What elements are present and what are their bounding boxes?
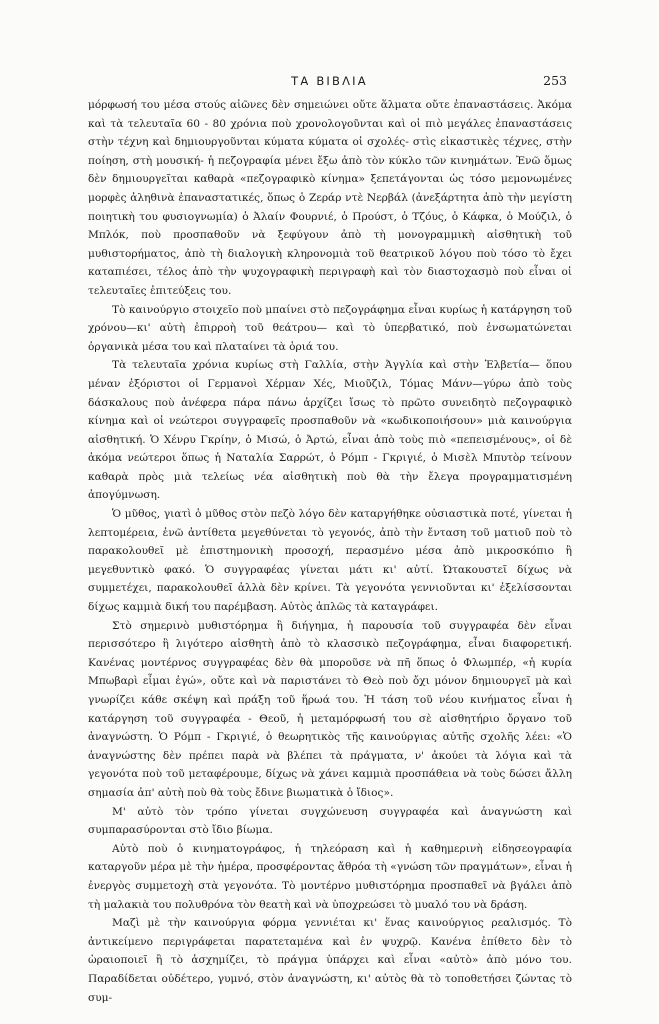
- paragraph: Τὸ καινούργιο στοιχεῖο ποὺ μπαίνει στὸ πεζογράφημα εἶναι κυρίως ἡ κατάργηση τοῦ χρόνου—κι' αὐτὴ ἐπιρροὴ τοῦ θεάτρου— καὶ τὸ ὑπερβατικό, ποὺ ἐνσωματώνεται ὀργανικὰ μέσα του καὶ πλαταίνει τὰ ὁριά του.: [88, 303, 572, 353]
- paragraph: Μαζὶ μὲ τὴν καινούργια φόρμα γεννιέται κι' ἕνας καινούργιος ρεαλισμός. Τὸ ἀντικείμενο περιγράφεται παρατεταμένα καὶ ἐν ψυχρῷ. Κανένα ἐπίθετο δὲν τὸ ὡραιοποιεῖ ἢ τὸ ἀσχημίζει, τὸ πράγμα ὑπάρχει καὶ εἶναι «αὐτὸ» ἀπὸ μόνο του. Παραδίδεται οὐδέτερο, γυμνό, στὸν ἀναγνώστη, κι' αὐτὸς θὰ τὸ τοποθετήσει ζώντας τὸ συμ-: [88, 917, 572, 1004]
- running-header: [0, 74, 659, 90]
- paragraph: Μ' αὐτὸ τὸν τρόπο γίνεται συγχώνευση συγγραφέα καὶ ἀναγνώστη καὶ συμπαρασύρονται στὸ ἴδιο βίωμα.: [88, 805, 572, 837]
- body-text: [88, 96, 572, 1007]
- paragraph-continuation: μόρφωσή του μέσα στούς αἰῶνες δὲν σημειώνει οὔτε ἅλματα οὔτε ἐπαναστάσεις. Ἀκόμα καὶ τὰ τελευταῖα 60 - 80 χρόνια ποὺ χρονολογοῦνται καὶ οἱ πιὸ μεγάλες ἐπαναστάσεις στὴν τέχνη καὶ δημιουργοῦνται κύματα κύματα οἱ σχολές- στὶς εἰκαστικὲς τέχνες, στὴν ποίηση, στὴ μουσική- ἡ πεζογραφία μένει ἔξω ἀπὸ τὸν κύκλο τῶν κινημάτων. Ἐνῶ ὅμως δὲν δημιουργεῖται καθαρὰ «πεζογραφικὸ κίνημα» ξεπετάγονται ὡς τόσο μεμονωμένες μορφὲς ἀληθινὰ ἐπαναστατικές, ὅπως ὁ Ζεράρ ντὲ Νερβάλ (ἀνεξάρτητα ἀπὸ τὴν μεγίστη ποιητικὴ του φυσιογνωμία) ὁ Ἀλαίν Φουρνιέ, ὁ Προύστ, ὁ Τζόυς, ὁ Κάφκα, ὁ Μούζιλ, ὁ Μπλόκ, ποὺ προσπαθοῦν νὰ ξεφύγουν ἀπὸ τὴ μονογραμμικὴ αἰσθητικὴ τοῦ μυθιστορήματος, ἀπὸ τὴ διαλογικὴ κληρονομιὰ τοῦ θεατρικοῦ λόγου ποὺ τόσο τὸ ἔχει καταπιέσει, τέλος ἀπὸ τὴν ψυχογραφικὴ περιγραφὴ καὶ τὸν διαστοχασμὸ ποὺ εἶναι οἱ τελευταῖες ἐπιτεύξεις του.: [88, 99, 572, 297]
- page-number: 253: [543, 73, 567, 88]
- paragraph: Στὸ σημερινὸ μυθιστόρημα ἢ διήγημα, ἡ παρουσία τοῦ συγγραφέα δὲν εἶναι περισσότερο ἢ λιγότερο αἰσθητὴ ἀπὸ τὸ κλασσικὸ πεζογράφημα, εἶναι διαφορετική. Κανένας μοντέρνος συγγραφέας δὲν θὰ μποροῦσε νὰ πῆ ὅπως ὁ Φλωμπέρ, «ἡ κυρία Μπωβαρὶ εἶμαι ἐγώ», οὔτε καὶ νὰ παριστάνει τὸ Θεὸ ποὺ ὄχι μόνον δημιουργεῖ μὰ καὶ γνωρίζει κάθε σκέψη καὶ πράξη τοῦ ἥρωά του. Ἡ τάση τοῦ νέου κινήματος εἶναι ἡ κατάργηση τοῦ συγγραφέα - Θεοῦ, ἡ μεταμόρφωσή του σὲ αἰσθητήριο ὄργανο τοῦ ἀναγνώστη. Ὁ Ρόμπ - Γκριγιέ, ὁ θεωρητικὸς τῆς καινούργιας αὐτῆς σχολῆς λέει: «Ὁ ἀναγνώστης δὲν πρέπει παρὰ νὰ βλέπει τὰ πράγματα, ν' ἀκούει τὰ λόγια καὶ τὰ γεγονότα ποὺ τοῦ μεταφέρουμε, δίχως νὰ χάνει καμμιὰ προσπάθεια νὰ τοὺς δώσει ἄλλη σημασία ἀπ' αὐτὴ ποὺ θὰ τοὺς ἔδινε βιωματικὰ ὁ ἴδιος».: [88, 619, 572, 799]
- paragraph: Τὰ τελευταῖα χρόνια κυρίως στὴ Γαλλία, στὴν Ἀγγλία καὶ στὴν Ἐλβετία— ὅπου μέναν ἐξόριστοι οἱ Γερμανοὶ Χέρμαν Χές, Μιοῦζιλ, Τόμας Μάνν—γύρω ἀπὸ τοὺς δάσκαλους ποὺ ἀνέφερα πάρα πάνω ἀρχίζει ἴσως τὸ πρῶτο συνειδητὸ πεζογραφικὸ κίνημα καὶ οἱ νεώτεροι συγγραφεῖς προσπαθοῦν νὰ «κωδικοποιήσουν» μιὰ καινούργια αἰσθητική. Ὁ Χένρυ Γκρίην, ὁ Μισώ, ὁ Ἀρτώ, εἶναι ἀπὸ τοὺς πιὸ «πεπεισμένους», οἱ δὲ ἀκόμα νεώτεροι ὅπως ἡ Ναταλία Σαρρώτ, ὁ Ρόμπ - Γκριγιέ, ὁ Μισὲλ Μπυτὸρ τείνουν καθαρὰ πρὸς μιὰ τελείως νέα αἰσθητικὴ ποὺ θὰ τὴν ἔλεγα προγραμματισμένη ἀπογύμνωση.: [88, 359, 572, 502]
- paragraph: Ὁ μῦθος, γιατὶ ὁ μῦθος στὸν πεζὸ λόγο δὲν καταργήθηκε οὐσιαστικὰ ποτέ, γίνεται ἡ λεπτομέρεια, ἐνῶ ἀντίθετα μεγεθύνεται τὸ γεγονός, ἀπὸ τὴν ἔνταση τοῦ ματιοῦ ποὺ τὸ παρακολουθεῖ μὲ ἐπιστημονικὴ προσοχή, περασμένο μέσα ἀπὸ μικροσκόπιο ἢ μεγεθυντικὸ φακό. Ὁ συγγραφέας γίνεται μάτι κι' αὐτί. Ὠτακουστεῖ δίχως νὰ συμμετέχει, παρακολουθεῖ ἀλλὰ δὲν κρίνει. Τὰ γεγονότα γεννιοῦνται κι' ἐξελίσσονται δίχως καμμιὰ δική του παρέμβαση. Αὐτὸς ἁπλῶς τὰ καταγράφει.: [88, 508, 572, 614]
- running-title: ΤΑ ΒΙΒΛΙΑ: [291, 74, 368, 88]
- paragraph: Αὐτὸ ποὺ ὁ κινηματογράφος, ἡ τηλεόραση καὶ ἡ καθημερινὴ εἰδησεογραφία καταργοῦν μέρα μὲ τὴν ἡμέρα, προσφέροντας ἄθρόα τὴ «γνώση τῶν πραγμάτων», εἶναι ἡ ἐνεργὸς συμμετοχὴ στὰ γεγονότα. Τὸ μοντέρνο μυθιστόρημα προσπαθεῖ νὰ βγάλει ἀπὸ τὴ μαλακιὰ του πολυθρόνα τὸν θεατὴ καὶ νὰ ὑποχρεώσει τὸ μυαλό του νὰ δράση.: [88, 842, 572, 911]
